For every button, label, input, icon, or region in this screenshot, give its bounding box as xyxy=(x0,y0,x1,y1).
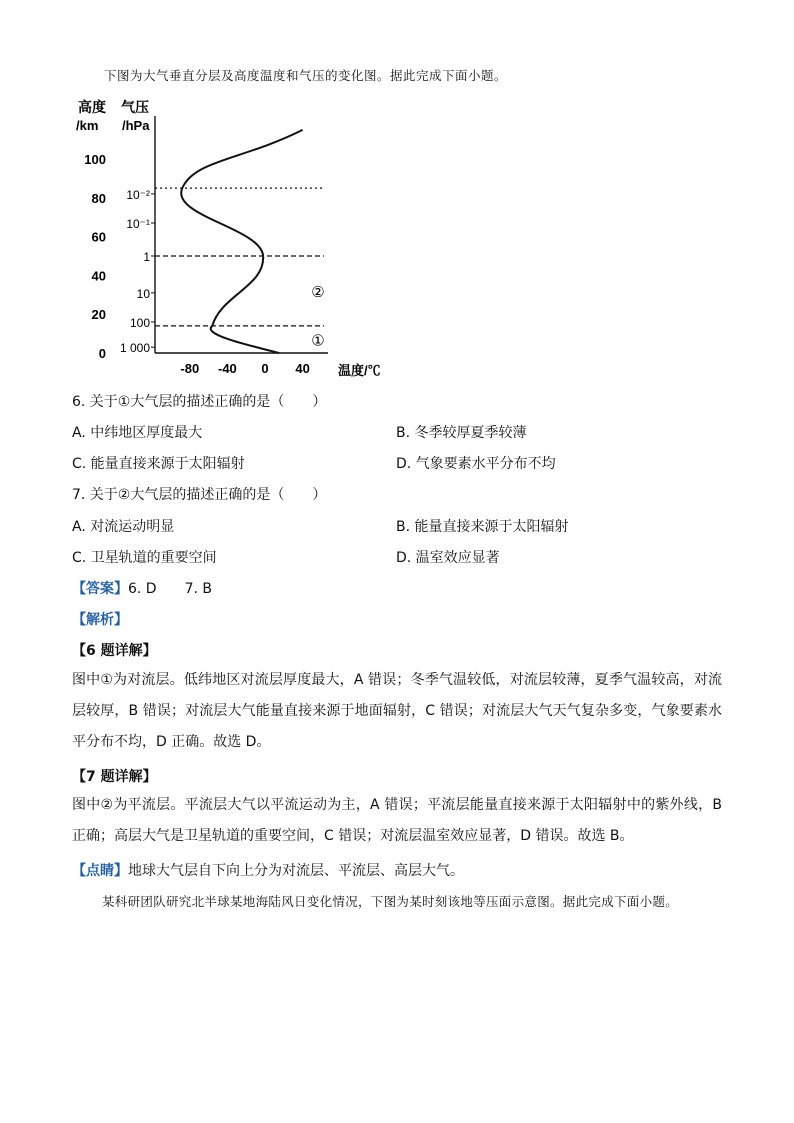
height-tick-label: 0 xyxy=(98,346,106,361)
pressure-tick-label: 10 xyxy=(136,286,150,301)
height-tick-label: 100 xyxy=(84,152,106,167)
question-7-stem: 7. 关于②大气层的描述正确的是（ ） xyxy=(72,487,327,503)
detail-7-text: 图中②为平流层。平流层大气以平流运动为主，A 错误；平流层能量直接来源于太阳辐射中的紫外线，B 正确；高层大气是卫星轨道的重要空间，C 错误；对流层温室效应显著，D 错误。故选 B。 xyxy=(72,797,722,844)
analysis-tag: 【解析】 xyxy=(72,612,128,628)
tip-text: 地球大气层自下向上分为对流层、平流层、高层大气。 xyxy=(128,863,464,879)
pressure-tick-label: 10⁻² xyxy=(126,187,150,202)
q7-option-d: D. 温室效应显著 xyxy=(396,550,500,566)
detail-6-text: 图中①为对流层。低纬地区对流层厚度最大，A 错误；冬季气温较低，对流层较薄，夏季气温较高，对流层较厚，B 错误；对流层大气能量直接来源于地面辐射，C 错误；对流层大气天气复杂多变，气象要素水平分布不均，D 正确。故选 D。 xyxy=(72,672,722,750)
pressure-tick-label: 10⁻¹ xyxy=(126,217,150,232)
temperature-curve xyxy=(181,130,302,353)
q7-option-a: A. 对流运动明显 xyxy=(72,519,175,535)
temperature-tick-label: -80 xyxy=(180,361,200,376)
question-6-stem: 6. 关于①大气层的描述正确的是（ ） xyxy=(72,394,327,410)
detail-6-header: 【6 题详解】 xyxy=(72,643,157,659)
q7-option-c: C. 卫星轨道的重要空间 xyxy=(72,550,217,566)
height-tick-label: 80 xyxy=(91,190,106,206)
temperature-tick-label: -40 xyxy=(218,361,237,376)
height-axis-unit: /km xyxy=(76,118,99,133)
analysis-line xyxy=(72,609,128,629)
height-axis-label: 高度 xyxy=(78,99,106,115)
answer-text: 6. D 7. B xyxy=(128,581,212,597)
answer-tag: 【答案】 xyxy=(72,581,128,597)
atmosphere-chart xyxy=(66,94,396,384)
pressure-tick-label: 100 xyxy=(129,315,150,330)
q6-option-b: B. 冬季较厚夏季较薄 xyxy=(396,425,527,441)
detail-7-header: 【7 题详解】 xyxy=(72,769,157,785)
height-tick-label: 60 xyxy=(91,229,106,245)
q6-option-a: A. 中纬地区厚度最大 xyxy=(72,425,203,441)
temperature-tick-label: 0 xyxy=(261,361,269,376)
answer-line xyxy=(72,578,212,598)
pressure-tick-label: 1 000 xyxy=(119,341,150,356)
intro-text-2: 某科研团队研究北半球某地海陆风日变化情况，下图为某时刻该地等压面示意图。据此完成下面小题。 xyxy=(102,894,679,909)
q6-option-d: D. 气象要素水平分布不均 xyxy=(396,456,556,472)
pressure-axis-unit: /hPa xyxy=(122,118,150,133)
temperature-tick-label: 40 xyxy=(295,361,310,376)
tip-tag: 【点睛】 xyxy=(72,863,128,879)
layer-marker: ② xyxy=(311,283,325,301)
tip-line xyxy=(72,860,464,880)
height-tick-label: 40 xyxy=(91,268,106,284)
intro-text: 下图为大气垂直分层及高度温度和气压的变化图。据此完成下面小题。 xyxy=(104,68,508,83)
q7-option-b: B. 能量直接来源于太阳辐射 xyxy=(396,519,569,535)
pressure-tick-label: 1 xyxy=(143,250,150,264)
layer-marker: ① xyxy=(311,332,325,350)
height-tick-label: 20 xyxy=(91,307,106,323)
temperature-axis-label: 温度/℃ xyxy=(338,363,381,378)
pressure-axis-label: 气压 xyxy=(121,99,149,115)
q6-option-c: C. 能量直接来源于太阳辐射 xyxy=(72,456,245,472)
